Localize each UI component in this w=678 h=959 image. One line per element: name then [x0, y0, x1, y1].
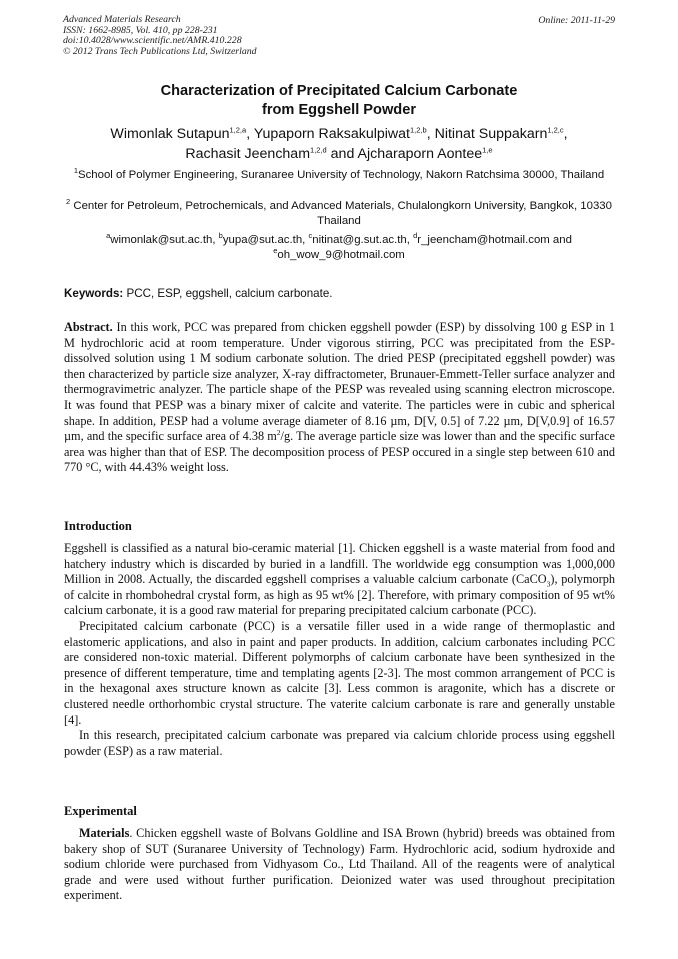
author-name: Rachasit Jeencham [185, 146, 311, 162]
paragraph [64, 826, 615, 904]
email-sup: a [106, 231, 111, 241]
abstract-label: Abstract. [64, 320, 113, 334]
title-line-1: Characterization of Precipitated Calcium Carbonate [160, 83, 518, 99]
introduction-body [64, 541, 615, 759]
email-link[interactable]: yupa@sut.ac.th, [222, 234, 306, 246]
affiliation-2 [60, 199, 618, 230]
introduction-heading: Introduction [64, 519, 132, 533]
author-affil-sup: 1,2,c [547, 125, 564, 135]
abstract-text-end: /g. The average particle size was lower than and the specific surface area was higher than that of ESP. The decomposition process of PESP occured in a single step between 610 and 770 °C, with 44.43% weight loss. [64, 429, 615, 475]
author-affil-sup: 1,e [482, 145, 493, 155]
email-link[interactable]: r_jeencham@hotmail.com and [417, 234, 572, 246]
journal-copyright: © 2012 Trans Tech Publications Ltd, Switzerland [63, 45, 257, 57]
affiliation-text: School of Polymer Engineering, Suranaree University of Technology, Nakorn Ratchsima 30000, Thailand [78, 169, 605, 181]
abstract-sup: 2 [276, 428, 281, 438]
email-sup: e [273, 246, 278, 256]
author-name: Wimonlak Sutapun [110, 126, 230, 142]
keywords [64, 287, 616, 300]
author-conjunction: and [330, 146, 355, 162]
author-name: Nitinat Suppakarn [434, 126, 548, 142]
abstract [64, 320, 615, 476]
journal-name: Advanced Materials Research [63, 14, 181, 25]
paragraph-text: . Chicken eggshell waste of Bolvans Goldline and ISA Brown (hybrid) breeds was obtained from bakery shop of SUT (Suranaree University of Technology) Farm. Hydrochloric acid, sodium hydroxide and sodium chloride were purchased from Vidhyasom Co., Ltd Thailand. All of the reagents were of analytical grade and were used without further purification. Deionized water was used throughout precipitation experiment. [64, 826, 615, 903]
affiliation-1 [60, 168, 618, 183]
author-affil-sup: 1,2,a [229, 125, 247, 135]
email-link[interactable]: wimonlak@sut.ac.th, [110, 234, 216, 246]
paragraph: In this research, precipitated calcium carbonate was prepared via calcium chloride process using eggshell powder (ESP) as a raw material. [64, 728, 615, 758]
paper-title [40, 82, 638, 120]
abstract-text: In this work, PCC was prepared from chicken eggshell powder (ESP) by dissolving 100 g ESP in 1 M hydrochloric acid at room temperature. Under vigorous stirring, PCC was precipitated from the ESP-dissolved solution using 1 M sodium carbonate solution. The dried PESP (precipitated eggshell powder) was then characterized by particle size analyzer, X-ray diffractometer, Brunauer-Emmett-Teller surface analyzer and thermogravimetric analyzer. The particle shape of the PESP was revealed using scanning electron microscope. It was found that PESP was a binary mixer of calcite and vaterite. The particles were in cubic and spherical shape. In addition, PESP had a volume average diameter of 8.16 µm, D[V, 0.5] of 7.22 µm, D[V,0.9] of 16.57 µm, and the specific surface area of 4.38 m [64, 320, 615, 444]
journal-doi: doi:10.4028/www.scientific.net/AMR.410.228 [63, 35, 242, 47]
affiliation-sup: 2 [66, 197, 71, 207]
journal-issn: ISSN: 1662-8985, Vol. 410, pp 228-231 [63, 24, 218, 36]
author-emails [60, 233, 618, 263]
author-list: Wimonlak Sutapun$^{1,2,a}$, Yupaporn Raksakulpiwat$^{1,2,b}$, Nitinat Suppakarn$^{1,2,c}$, Rachasit Jeencham$^{1,2,d}$ and Ajcharaporn Aontee$^{1,e}$ [110, 125, 568, 162]
keywords-text: PCC, ESP, eggshell, calcium carbonate. [123, 287, 333, 300]
materials-label: Materials [79, 826, 130, 840]
email-link[interactable]: nitinat@g.sut.ac.th, [312, 234, 410, 246]
email-sup: c [308, 231, 313, 241]
author-affil-sup: 1,2,d [310, 145, 327, 155]
online-date: Online: 2011-11-29 [538, 15, 615, 26]
paragraph-text: ), polymorph of calcite in rhombohedral crystal form, as high as 95 wt% [2]. Therefore, with primary composition of 95 wt% calcium carbonate, it is a good raw material for preparing precipitated calcium carbonate (PCC). [64, 572, 615, 618]
paragraph [64, 541, 615, 619]
paragraph: Precipitated calcium carbonate (PCC) is a versatile filler used in a wide range of thermoplastic and elastomeric applications, and also in paint and paper products. In addition, calcium carbonates including PCC are considered non-toxic material. Different polymorphs of calcium carbonate have been synthesized in the presence of different temperature, time and templating agents [2-3]. The most common arrangement of PCC is in the hexagonal axes structure known as calcite [3]. Less common is aragonite, which has a discrete or clustered needle orthorhombic crystal structure. The vaterite calcium carbonate is rare and generally unstable [4]. [64, 618, 615, 727]
affiliation-text: Center for Petroleum, Petrochemicals, and Advanced Materials, Chulalongkorn University, Bangkok, 10330 Thailand [73, 200, 612, 228]
author-affil-sup: 1,2,b [410, 125, 427, 135]
email-link[interactable]: oh_wow_9@hotmail.com [277, 249, 405, 261]
author-name: Ajcharaporn Aontee [357, 146, 483, 162]
journal-header [63, 15, 615, 57]
experimental-body [64, 826, 615, 904]
paragraph-text: Eggshell is classified as a natural bio-ceramic material [1]. Chicken eggshell is a waste material from food and hatchery industry which is discarded by buried in a landfill. The worldwide egg consumption was 1,000,000 Million in 2008. Actually, the discarded eggshell comprises a valuable calcium carbonate (CaCO [64, 541, 615, 587]
author-name: Yupaporn Raksakulpiwat [253, 126, 410, 142]
title-line-2: from Eggshell Powder [261, 102, 417, 118]
keywords-label: Keywords: [64, 287, 124, 300]
experimental-heading: Experimental [64, 804, 137, 818]
email-sup: b [218, 231, 223, 241]
affiliation-sup: 1 [73, 166, 78, 176]
subscript: 3 [546, 579, 551, 589]
email-sup: d [413, 231, 418, 241]
